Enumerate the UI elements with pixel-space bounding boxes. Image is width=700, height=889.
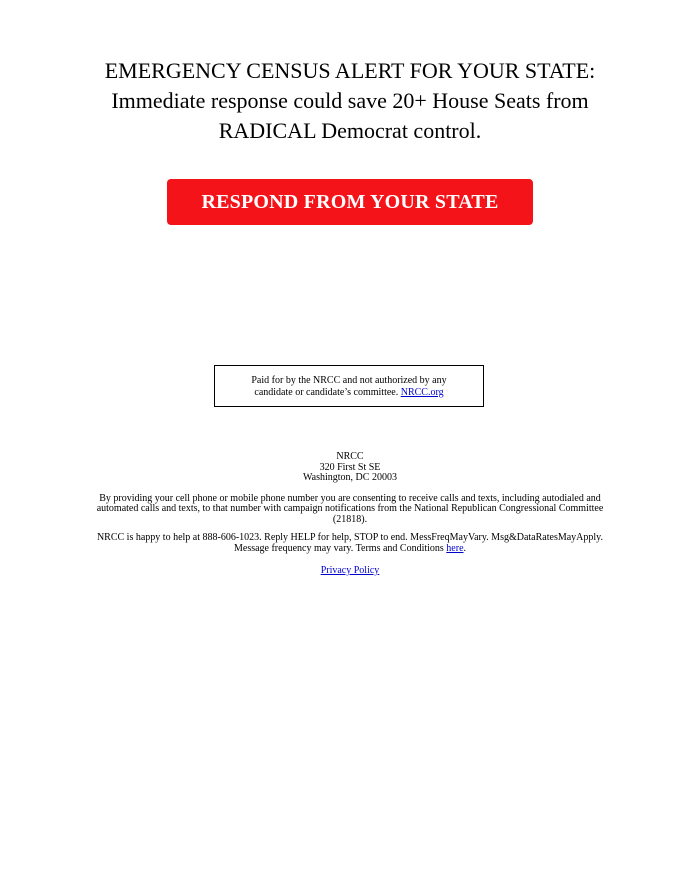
disclaimer-line-1: Paid for by the NRCC and not authorized by any bbox=[251, 375, 447, 386]
address-city: Washington, DC 20003 bbox=[303, 472, 397, 483]
disclaimer-line-2-text: candidate or candidate’s committee. bbox=[254, 387, 399, 398]
headline-line-2: Immediate response could save 20+ House Seats from bbox=[111, 88, 589, 113]
privacy-policy-link[interactable]: Privacy Policy bbox=[320, 565, 380, 576]
terms-here-link[interactable]: here bbox=[446, 542, 464, 554]
disclaimer-line-2 bbox=[215, 387, 483, 399]
paid-for-disclaimer-box bbox=[214, 365, 484, 407]
privacy-policy-row bbox=[90, 566, 610, 577]
headline-line-3: RADICAL Democrat control. bbox=[218, 118, 482, 143]
headline bbox=[60, 56, 640, 146]
headline-line-1: EMERGENCY CENSUS ALERT FOR YOUR STATE: bbox=[104, 58, 596, 83]
mailing-address bbox=[90, 452, 610, 484]
nrcc-org-link[interactable]: NRCC.org bbox=[400, 387, 444, 398]
address-street: 320 First St SE bbox=[319, 461, 381, 473]
sms-consent-text: By providing your cell phone or mobile phone number you are consenting to receive calls and texts, including autodialed and automated calls and texts, to that number with campaign notifications from the National Republican Congressional Committee (21818). bbox=[96, 492, 604, 525]
help-text: NRCC is happy to help at 888-606-1023. Reply HELP for help, STOP to end. MessFreqMayVary. Msg&DataRatesMayApply. Message frequency may vary. Terms and Conditions here. bbox=[96, 532, 604, 554]
help-text-body: NRCC is happy to help at 888-606-1023. Reply HELP for help, STOP to end. MessFreqMayVary. Msg&DataRatesMayApply. Message frequency may vary. Terms and Conditions bbox=[96, 532, 604, 554]
respond-button[interactable]: RESPOND FROM YOUR STATE bbox=[167, 179, 533, 225]
address-org: NRCC bbox=[336, 451, 364, 462]
footer bbox=[90, 452, 610, 577]
